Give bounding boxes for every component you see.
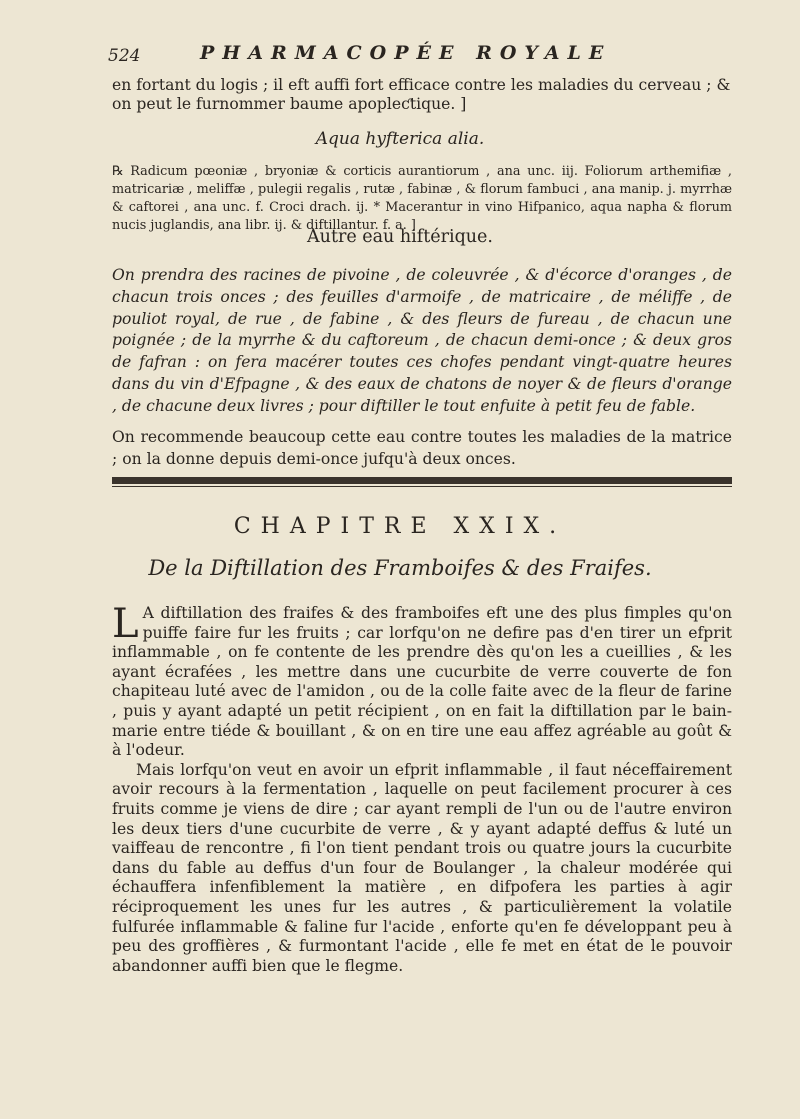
drop-cap: L (112, 601, 139, 647)
running-title: PHARMACOPÉE ROYALE (200, 42, 612, 64)
chapter-subtitle: De la Diftillation des Framboifes & des Fraifes. (148, 556, 652, 580)
french-recipe-heading: Autre eau hiftérique. (307, 227, 493, 247)
body-paragraph-1 (112, 601, 732, 761)
chapter-title: CHAPITRE XXIX. (233, 514, 567, 539)
body-paragraph-1-text: A diftillation des fraifes & des framboifes eft une des plus fimples qu'on puiffe faire fur les fruits ; car lorfqu'on ne defire pas d'en tirer un efprit inflammable , on fe contente de les prendre dès qu'on les a cueillies , & les ayant écrafées , les mettre dans une cucurbite de verre couverte de fon chapiteau luté avec de l'amidon , ou de la colle faite avec de la fleur de farine , puis y ayant adapté un petit récipient , on en fait la diftillation par le bain-marie entre tiéde & bouillant , & on en tire une eau affez agréable au goût & à l'odeur. (112, 604, 732, 760)
latin-recipe-heading: Aqua hyfterica alia. (315, 129, 485, 149)
body-paragraph-2: Mais lorfqu'on veut en avoir un efprit inflammable , il faut néceffairement avoir recours à la fermentation , laquelle on peut facilement procurer à ces fruits comme je viens de dire ; car ayant rempli de l'un ou de l'autre environ les deux tiers d'une cucurbite de verre , & y ayant adapté deffus & luté un vaiffeau de rencontre , fi l'on tient pendant trois ou quatre jours la cucurbite dans du fable au deffus d'un four de Boulanger , la chaleur modérée qui échauffera infenfiblement la matière , en difpofera les parties à agir réciproquement les unes fur les autres , & particulièrement la volatile fulfurée inflammable & faline fur l'acide , enforte qu'en fe développant peu à peu des groffières , & furmontant l'acide , elle fe met en état de le pouvoir abandonner auffi bien que le flegme. (112, 760, 732, 975)
intro-paragraph: en fortant du logis ; il eft auffi fort efficace contre les maladies du cerveau ; & on peut le furnommer baume apopleƈtique. ] (112, 76, 731, 113)
latin-recipe-text: ℞ Radicum pœoniæ , bryoniæ & corticis aurantiorum , ana unc. iij. Foliorum arthemifiæ , matricariæ , meliffæ , pulegii regalis , rutæ , fabinæ , & florum fambuci , ana manip. j. myrrhæ & caftorei , ana unc. f. Croci drach. ij. * Macerantur in vino Hifpanico, aqua napha & florum nucis juglandis, ana libr. ij. & diftillantur. f. a. ] (112, 164, 732, 233)
recommendation-paragraph: On recommende beaucoup cette eau contre toutes les maladies de la matrice ; on la donne depuis demi-once jufqu'à deux onces. (112, 428, 732, 468)
page-number: 524 (108, 46, 141, 66)
chapter-body (112, 601, 732, 976)
ornamental-rule (112, 477, 732, 484)
french-recipe-text: On prendra des racines de pivoine , de coleuvrée , & d'écorce d'oranges , de chacun trois onces ; des feuilles d'armoife , de matricaire , de méliffe , de pouliot royal, de rue , de fabine , & des fleurs de fureau , de chacun une poignée ; de la myrrhe & du caftoreum , de chacun demi-once ; & deux gros de fafran : on fera macérer toutes ces chofes pendant vingt-quatre heures dans du vin d'Efpagne , & des eaux de chatons de noyer & de fleurs d'orange , de chacune deux livres ; pour diftiller le tout enfuite à petit feu de fable. (112, 266, 732, 415)
page-header (108, 42, 732, 72)
